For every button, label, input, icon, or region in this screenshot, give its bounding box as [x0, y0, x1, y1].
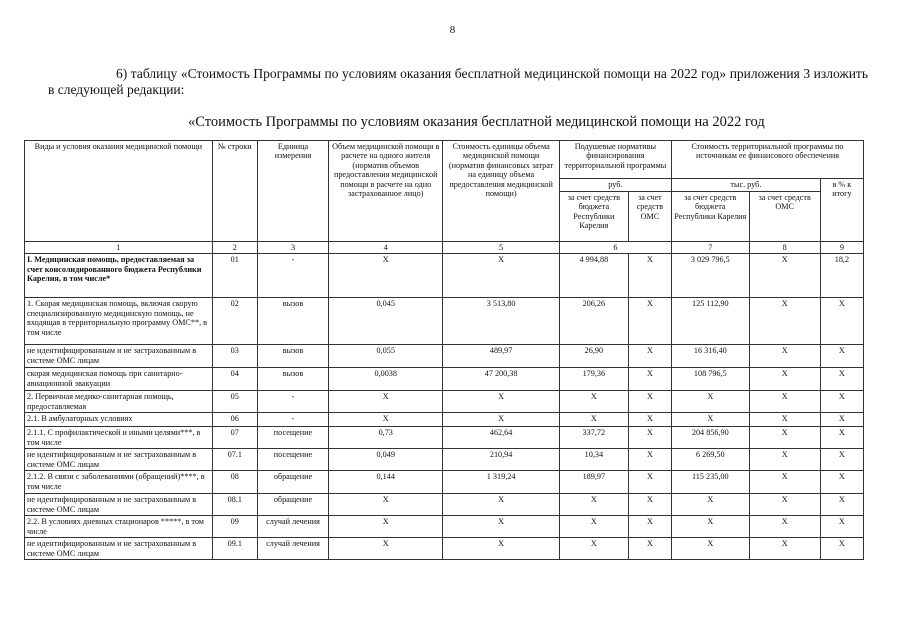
unit-cell: - [257, 254, 328, 298]
total-budget-cell: X [671, 538, 749, 560]
table-row [25, 298, 864, 345]
row-label: не идентифицированным и не застрахованным в системе ОМС лицам [25, 345, 213, 368]
header-kinds: Виды и условия оказания медицинской помощи [25, 141, 213, 242]
header-per-capita-norms: Подушевые нормативы финансирования территориальной программы [559, 141, 671, 179]
column-number: 5 [443, 242, 559, 254]
norm-budget-cell: X [559, 391, 628, 413]
row-number-cell: 07.1 [212, 449, 257, 471]
unit-cost-cell: X [443, 538, 559, 560]
total-budget-cell: 125 112,90 [671, 298, 749, 345]
unit-cost-cell: X [443, 391, 559, 413]
norm-budget-cell: 26,90 [559, 345, 628, 368]
table-row [25, 391, 864, 413]
header-percent: в % к итогу [820, 179, 863, 242]
volume-cell: 0,055 [329, 345, 443, 368]
header-budget: за счет средств бюджета Республики Карелия [559, 192, 628, 242]
column-number-row [25, 242, 864, 254]
volume-cell: X [329, 391, 443, 413]
norm-oms-cell: X [628, 449, 671, 471]
volume-cell: X [329, 494, 443, 516]
header-unit: Единица измерения [257, 141, 328, 242]
unit-cost-cell: 489,97 [443, 345, 559, 368]
percent-cell: X [820, 391, 863, 413]
table-row [25, 427, 864, 449]
unit-cost-cell: 47 200,38 [443, 368, 559, 391]
unit-cost-cell: X [443, 494, 559, 516]
table-row [25, 449, 864, 471]
unit-cell: обращение [257, 471, 328, 494]
volume-cell: 0,144 [329, 471, 443, 494]
norm-budget-cell: 206,26 [559, 298, 628, 345]
unit-cost-cell: 3 513,80 [443, 298, 559, 345]
norm-oms-cell: X [628, 471, 671, 494]
total-oms-cell: X [749, 254, 820, 298]
page-number: 8 [449, 24, 456, 36]
row-label: скорая медицинская помощь при санитарно-авиационной эвакуации [25, 368, 213, 391]
percent-cell: X [820, 494, 863, 516]
total-budget-cell: 3 029 796,5 [671, 254, 749, 298]
total-oms-cell: X [749, 345, 820, 368]
cost-table [24, 140, 864, 560]
norm-oms-cell: X [628, 516, 671, 538]
norm-budget-cell: X [559, 538, 628, 560]
volume-cell: X [329, 413, 443, 427]
volume-cell: 0,73 [329, 427, 443, 449]
table-row [25, 538, 864, 560]
row-label: 2.2. В условиях дневных стационаров *****, в том числе [25, 516, 213, 538]
norm-budget-cell: 179,36 [559, 368, 628, 391]
percent-cell: X [820, 538, 863, 560]
header-thous-rub: тыс. руб. [671, 179, 820, 192]
norm-oms-cell: X [628, 368, 671, 391]
percent-cell: X [820, 471, 863, 494]
total-oms-cell: X [749, 449, 820, 471]
total-budget-cell: 6 269,50 [671, 449, 749, 471]
total-budget-cell: 108 796,5 [671, 368, 749, 391]
norm-oms-cell: X [628, 427, 671, 449]
row-label: 2. Первичная медико-санитарная помощь, предоставляемая [25, 391, 213, 413]
total-budget-cell: 115 235,00 [671, 471, 749, 494]
total-oms-cell: X [749, 538, 820, 560]
norm-budget-cell: 337,72 [559, 427, 628, 449]
table-title: «Стоимость Программы по условиям оказания бесплатной медицинской помощи на 2022 год [188, 114, 765, 130]
column-number: 1 [25, 242, 213, 254]
header-budget-thous: за счет средств бюджета Республики Карелия [671, 192, 749, 242]
volume-cell: 0,049 [329, 449, 443, 471]
norm-oms-cell: X [628, 391, 671, 413]
column-number: 2 [212, 242, 257, 254]
volume-cell: 0,0038 [329, 368, 443, 391]
unit-cost-cell: 210,94 [443, 449, 559, 471]
unit-cost-cell: X [443, 413, 559, 427]
unit-cell: случай лечения [257, 516, 328, 538]
column-number: 4 [329, 242, 443, 254]
header-program-cost: Стоимость территориальной программы по источникам ее финансового обеспечения [671, 141, 863, 179]
unit-cell: посещение [257, 449, 328, 471]
row-label: не идентифицированным и не застрахованным в системе ОМС лицам [25, 538, 213, 560]
row-number-cell: 07 [212, 427, 257, 449]
percent-cell: X [820, 427, 863, 449]
total-oms-cell: X [749, 471, 820, 494]
table-row [25, 471, 864, 494]
column-number: 7 [671, 242, 749, 254]
norm-budget-cell: 189,97 [559, 471, 628, 494]
norm-budget-cell: X [559, 516, 628, 538]
total-budget-cell: 16 316,40 [671, 345, 749, 368]
norm-oms-cell: X [628, 345, 671, 368]
volume-cell: 0,045 [329, 298, 443, 345]
volume-cell: X [329, 516, 443, 538]
total-budget-cell: X [671, 413, 749, 427]
table-row [25, 516, 864, 538]
row-number-cell: 08 [212, 471, 257, 494]
row-label: 2.1.2. В связи с заболеваниями (обращений)****, в том числе [25, 471, 213, 494]
row-number-cell: 02 [212, 298, 257, 345]
column-number: 9 [820, 242, 863, 254]
percent-cell: X [820, 449, 863, 471]
norm-budget-cell: X [559, 413, 628, 427]
table-row [25, 368, 864, 391]
unit-cell: посещение [257, 427, 328, 449]
percent-cell: X [820, 516, 863, 538]
total-budget-cell: X [671, 391, 749, 413]
table-row [25, 254, 864, 298]
header-volume: Объем медицинской помощи в расчете на одного жителя (норматив объемов предоставления медицинской помощи в расчете на одно застрахованное лицо) [329, 141, 443, 242]
total-oms-cell: X [749, 298, 820, 345]
percent-cell: X [820, 345, 863, 368]
row-label: I. Медицинская помощь, предоставляемая за счет консолидированного бюджета Республики Карелия, в том числе* [25, 254, 213, 298]
volume-cell: X [329, 538, 443, 560]
total-budget-cell: X [671, 494, 749, 516]
row-number-cell: 04 [212, 368, 257, 391]
row-number-cell: 09 [212, 516, 257, 538]
table-row [25, 413, 864, 427]
column-number: 8 [749, 242, 820, 254]
unit-cost-cell: 1 319,24 [443, 471, 559, 494]
row-label: не идентифицированным и не застрахованным в системе ОМС лицам [25, 494, 213, 516]
unit-cell: обращение [257, 494, 328, 516]
unit-cell: - [257, 413, 328, 427]
norm-oms-cell: X [628, 538, 671, 560]
percent-cell: X [820, 413, 863, 427]
row-number-cell: 01 [212, 254, 257, 298]
row-label: 2.1. В амбулаторных условиях [25, 413, 213, 427]
header-row-number: № строки [212, 141, 257, 242]
row-number-cell: 05 [212, 391, 257, 413]
percent-cell: X [820, 368, 863, 391]
total-oms-cell: X [749, 427, 820, 449]
row-number-cell: 06 [212, 413, 257, 427]
unit-cost-cell: 462,64 [443, 427, 559, 449]
percent-cell: X [820, 298, 863, 345]
volume-cell: X [329, 254, 443, 298]
table-row [25, 494, 864, 516]
total-oms-cell: X [749, 368, 820, 391]
norm-oms-cell: X [628, 413, 671, 427]
header-oms: за счет средств ОМС [628, 192, 671, 242]
header-rub: руб. [559, 179, 671, 192]
total-oms-cell: X [749, 516, 820, 538]
header-unit-cost: Стоимость единицы объема медицинской помощи (норматив финансовых затрат на единицу объема предоставления медицинской помощи) [443, 141, 559, 242]
column-number: 6 [559, 242, 671, 254]
intro-paragraph: 6) таблицу «Стоимость Программы по условиям оказания бесплатной медицинской помощи на 2022 год» приложения 3 изложить в следующей редакции: [48, 66, 868, 97]
row-label: не идентифицированным и не застрахованным в системе ОМС лицам [25, 449, 213, 471]
norm-budget-cell: X [559, 494, 628, 516]
total-oms-cell: X [749, 413, 820, 427]
unit-cell: случай лечения [257, 538, 328, 560]
unit-cell: вызов [257, 345, 328, 368]
row-label: 1. Скорая медицинская помощь, включая скорую специализированную медицинскую помощь, не входящая в территориальную программу ОМС**, в том числе [25, 298, 213, 345]
row-number-cell: 09.1 [212, 538, 257, 560]
table-row [25, 345, 864, 368]
unit-cost-cell: X [443, 254, 559, 298]
row-number-cell: 03 [212, 345, 257, 368]
header-oms-thous: за счет средств ОМС [749, 192, 820, 242]
total-oms-cell: X [749, 391, 820, 413]
row-number-cell: 08.1 [212, 494, 257, 516]
total-budget-cell: 204 856,90 [671, 427, 749, 449]
percent-cell: 18,2 [820, 254, 863, 298]
norm-budget-cell: 4 994,88 [559, 254, 628, 298]
unit-cell: - [257, 391, 328, 413]
total-budget-cell: X [671, 516, 749, 538]
unit-cost-cell: X [443, 516, 559, 538]
column-number: 3 [257, 242, 328, 254]
unit-cell: вызов [257, 368, 328, 391]
norm-budget-cell: 10,34 [559, 449, 628, 471]
row-label: 2.1.1. С профилактической и иными целями***, в том числе [25, 427, 213, 449]
norm-oms-cell: X [628, 494, 671, 516]
unit-cell: вызов [257, 298, 328, 345]
total-oms-cell: X [749, 494, 820, 516]
norm-oms-cell: X [628, 298, 671, 345]
norm-oms-cell: X [628, 254, 671, 298]
